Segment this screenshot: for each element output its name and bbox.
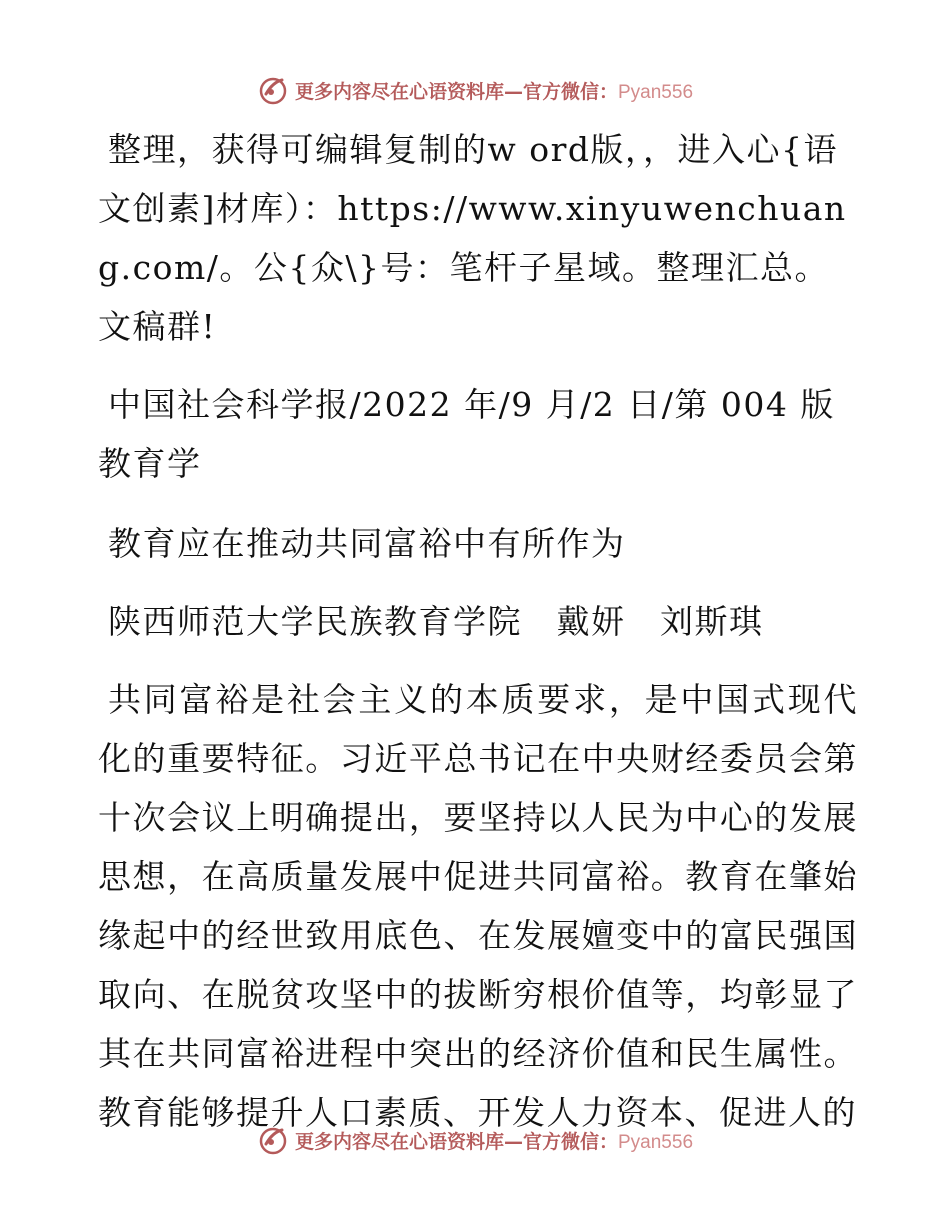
article-authors: 陕西师范大学民族教育学院 戴妍 刘斯琪 (108, 602, 764, 641)
body-paragraph: 共同富裕是社会主义的本质要求，是中国式现代化的重要特征。习近平总书记在中央财经委员会第十次会议上明确提出，要坚持以人民为中心的发展思想，在高质量发展中促进共同富裕。教育在肇始缘起中的经世致用底色、在发展嬗变中的富民强国取向、在脱贫攻坚中的拔断穷根价值等，均彰显了其在共同富裕进程中突出的经济价值和民生属性。教育能够提升人口素质、开发人力资本、促进人的 (98, 680, 858, 1132)
watermark-wechat-id: Pyan556 (618, 81, 694, 103)
document-body (98, 120, 858, 1142)
watermark-label: 更多内容尽在心语资料库—官方微信： (294, 1130, 618, 1153)
intro-paragraph: 整理，获得可编辑复制的w ord版，，进入心{语文创素]材库）：https://www.xinyuwenchuang.com/。公{众\}号：笔杆子星域。整理汇总。文稿群! (98, 130, 847, 346)
watermark-footer (0, 1120, 950, 1160)
article-title: 教育应在推动共同富裕中有所作为 (108, 524, 626, 563)
source-line: 中国社会科学报/2022 年/9 月/2 日/第 004 版教育学 (98, 385, 835, 483)
watermark-label: 更多内容尽在心语资料库—官方微信： (294, 80, 618, 103)
watermark-text (295, 1127, 693, 1154)
brand-logo-icon (257, 1124, 289, 1156)
watermark-header (0, 70, 950, 110)
watermark-wechat-id: Pyan556 (618, 1131, 694, 1153)
watermark-text (295, 77, 693, 104)
brand-logo-icon (257, 74, 289, 106)
